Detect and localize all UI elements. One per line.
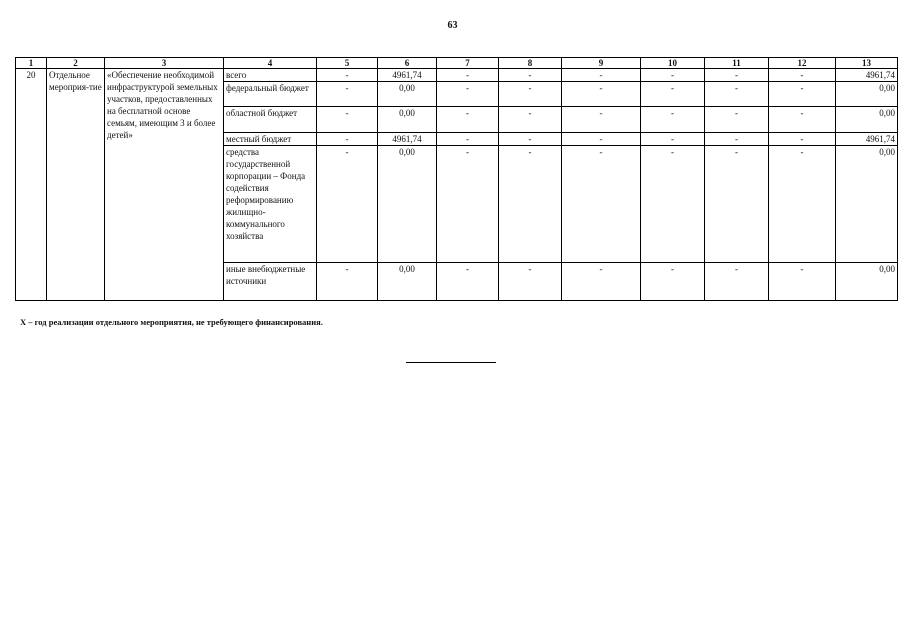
- table-cell: -: [437, 69, 499, 82]
- table-cell: 4961,74: [378, 133, 437, 146]
- event-name: «Обеспечение необходимой инфраструктурой земельных участков, предоставленных на бесплатной основе семьям, имеющим 3 и более детей»: [105, 69, 224, 301]
- table-cell: -: [499, 107, 562, 133]
- funding-source: средства государственной корпорации – Фонда содействия реформированию жилищно-коммунального хозяйства: [224, 146, 317, 263]
- table-cell: -: [769, 107, 836, 133]
- table-cell: -: [705, 133, 769, 146]
- column-header: 2: [47, 58, 105, 69]
- table-cell: 0,00: [836, 146, 898, 263]
- event-type: Отдельное мероприя-тие: [47, 69, 105, 301]
- page-number: 63: [447, 20, 458, 31]
- table-cell: -: [317, 107, 378, 133]
- table-cell: -: [562, 146, 641, 263]
- table-cell: -: [499, 146, 562, 263]
- table-cell: -: [641, 82, 705, 107]
- table-cell: -: [769, 146, 836, 263]
- column-header: 1: [16, 58, 47, 69]
- table-cell: -: [705, 82, 769, 107]
- table-cell: -: [317, 133, 378, 146]
- table-cell: 0,00: [836, 263, 898, 301]
- funding-source: местный бюджет: [224, 133, 317, 146]
- table-cell: -: [499, 82, 562, 107]
- table-cell: -: [562, 107, 641, 133]
- column-header: 13: [836, 58, 898, 69]
- table-cell: -: [562, 82, 641, 107]
- table-cell: -: [317, 263, 378, 301]
- table-cell: 0,00: [378, 107, 437, 133]
- funding-source: областной бюджет: [224, 107, 317, 133]
- table-cell: -: [641, 263, 705, 301]
- table-cell: -: [641, 69, 705, 82]
- column-header: 6: [378, 58, 437, 69]
- table-cell: -: [641, 133, 705, 146]
- table-cell: -: [705, 263, 769, 301]
- separator-line: [406, 362, 496, 363]
- table-cell: -: [705, 107, 769, 133]
- table-cell: -: [499, 133, 562, 146]
- funding-source: всего: [224, 69, 317, 82]
- funding-source: иные внебюджетные источники: [224, 263, 317, 301]
- table-cell: -: [641, 107, 705, 133]
- table-cell: -: [317, 69, 378, 82]
- column-header: 11: [705, 58, 769, 69]
- footnote: Х – год реализации отдельного мероприятия, не требующего финансирования.: [20, 317, 323, 327]
- table-cell: -: [705, 69, 769, 82]
- table-cell: -: [317, 146, 378, 263]
- table-cell: -: [499, 69, 562, 82]
- column-header: 3: [105, 58, 224, 69]
- budget-table: [15, 57, 898, 301]
- funding-source: федеральный бюджет: [224, 82, 317, 107]
- table-cell: -: [437, 263, 499, 301]
- column-header: 9: [562, 58, 641, 69]
- table-cell: -: [562, 263, 641, 301]
- table-cell: -: [769, 69, 836, 82]
- table-cell: 4961,74: [836, 133, 898, 146]
- column-header: 7: [437, 58, 499, 69]
- table-cell: -: [437, 107, 499, 133]
- column-header: 4: [224, 58, 317, 69]
- table-cell: -: [437, 133, 499, 146]
- table-cell: -: [437, 82, 499, 107]
- table-cell: 0,00: [378, 82, 437, 107]
- table-cell: 4961,74: [836, 69, 898, 82]
- table-cell: 0,00: [836, 82, 898, 107]
- column-header: 10: [641, 58, 705, 69]
- table-cell: -: [641, 146, 705, 263]
- table-cell: 0,00: [836, 107, 898, 133]
- table-cell: -: [562, 133, 641, 146]
- table-cell: 0,00: [378, 263, 437, 301]
- table-cell: -: [499, 263, 562, 301]
- row-number: 20: [16, 69, 47, 301]
- table-cell: 0,00: [378, 146, 437, 263]
- column-header: 12: [769, 58, 836, 69]
- table-cell: -: [769, 133, 836, 146]
- column-header: 8: [499, 58, 562, 69]
- column-header: 5: [317, 58, 378, 69]
- table-cell: -: [769, 82, 836, 107]
- table-cell: -: [437, 146, 499, 263]
- table-cell: -: [562, 69, 641, 82]
- column-number-row: [16, 58, 898, 69]
- table-row: [16, 69, 898, 82]
- table-cell: 4961,74: [378, 69, 437, 82]
- table-cell: -: [317, 82, 378, 107]
- table-cell: -: [769, 263, 836, 301]
- table-cell: -: [705, 146, 769, 263]
